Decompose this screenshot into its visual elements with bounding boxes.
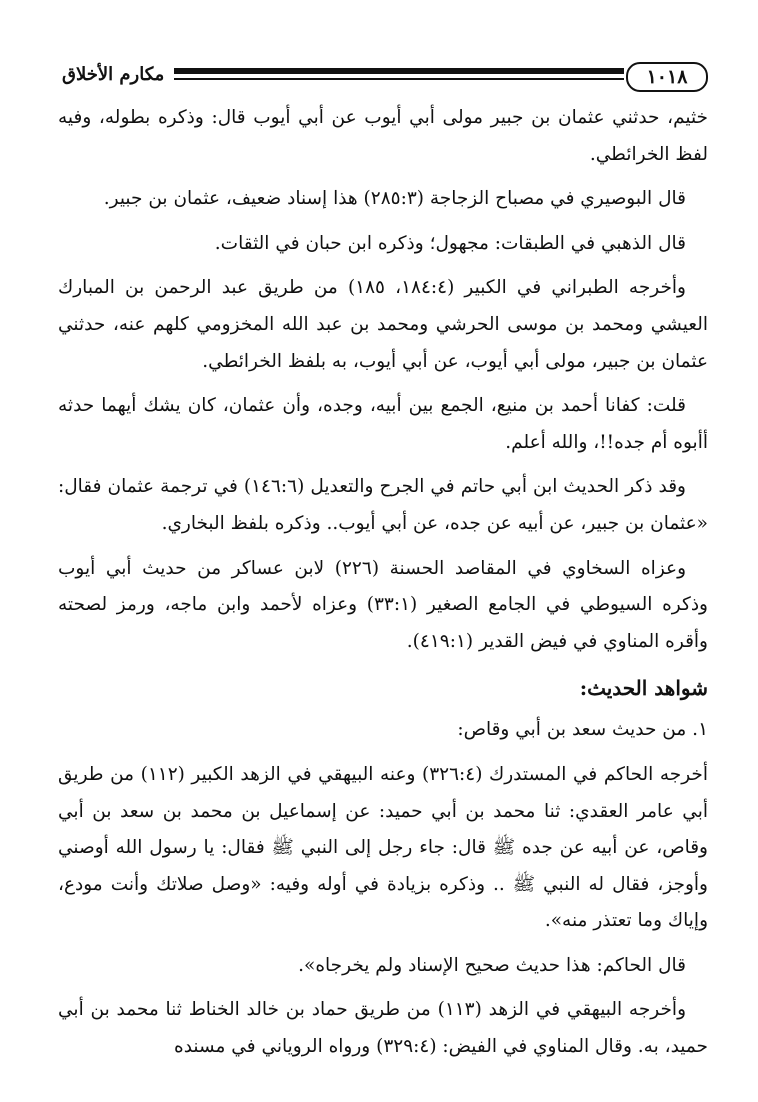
header-rule (174, 68, 624, 82)
paragraph-note: قلت: كفانا أحمد بن منيع، الجمع بين أبيه، وجده، وأن عثمان، كان يشك أيهما حدثه أأبوه أم جده!!، والله أعلم. (58, 395, 708, 453)
page-header (62, 58, 708, 92)
list-item: ١. من حديث سعد بن أبي وقاص: (457, 719, 708, 741)
paragraph-bayhaqi: وأخرجه البيهقي في الزهد (١١٣) من طريق حماد بن خالد الخناط ثنا محمد بن أبي حميد، به. وقال المناوي في الفيض: (٣٢٩:٤) ورواه الروياني في مسنده (58, 999, 708, 1058)
paragraph-busiri: قال البوصيري في مصباح الزجاجة (٢٨٥:٣) هذا إسناد ضعيف، عثمان بن جبير. (103, 188, 686, 210)
paragraph-hakim-grading: قال الحاكم: هذا حديث صحيح الإسناد ولم يخرجاه». (298, 954, 686, 976)
paragraph-tabarani: وأخرجه الطبراني في الكبير (١٨٤:٤، ١٨٥) من طريق عبد الرحمن بن المبارك العيشي ومحمد بن موسى الحرشي ومحمد بن عبد الله المخزومي كلهم عنه، حدثني عثمان بن جبير، مولى أبي أيوب، عن أبي أيوب، به بلفظ الخرائطي. (58, 277, 708, 372)
header-rule-thin (174, 78, 624, 80)
paragraph-ibn-abi-hatim: وقد ذكر الحديث ابن أبي حاتم في الجرح والتعديل (١٤٦:٦) في ترجمة عثمان فقال: «عثمان بن جبير، عن أبيه عن جده، عن أبي أيوب.. وذكره بلفظ البخاري. (58, 476, 708, 534)
page-number: ١٠١٨ (626, 62, 708, 92)
paragraph-continuation: خثيم، حدثني عثمان بن جبير مولى أبي أيوب عن أبي أيوب قال: وذكره بطوله، وفيه لفظ الخرائطي. (58, 107, 708, 165)
book-title: مكارم الأخلاق (62, 64, 165, 85)
header-rule-thick (174, 68, 624, 74)
section-heading: شواهد الحديث: (579, 676, 708, 701)
paragraph-sakhawi: وعزاه السخاوي في المقاصد الحسنة (٢٢٦) لابن عساكر من حديث أبي أيوب وذكره السيوطي في الجامع الصغير (٣٣:١) وعزاه لأحمد وابن ماجه، ورمز لصحته وأقره المناوي في فيض القدير (٤١٩:١). (58, 557, 708, 652)
page-body (58, 100, 708, 1074)
paragraph-dhahabi: قال الذهبي في الطبقات: مجهول؛ وذكره ابن حبان في الثقات. (214, 232, 686, 254)
paragraph-hakim: أخرجه الحاكم في المستدرك (٣٢٦:٤) وعنه البيهقي في الزهد الكبير (١١٢) من طريق أبي عامر العقدي: ثنا محمد بن أبي حميد: عن إسماعيل بن محمد بن سعد بن أبي وقاص، عن أبيه عن جده ﷺ قال: جاء رجل إلى النبي ﷺ فقال: يا رسول الله أوصني وأوجز، فقال له النبي ﷺ .. وذكره بزيادة في أوله وفيه: «وصل صلاتك وأنت مودع، وإياك وما تعتذر منه». (58, 763, 708, 932)
